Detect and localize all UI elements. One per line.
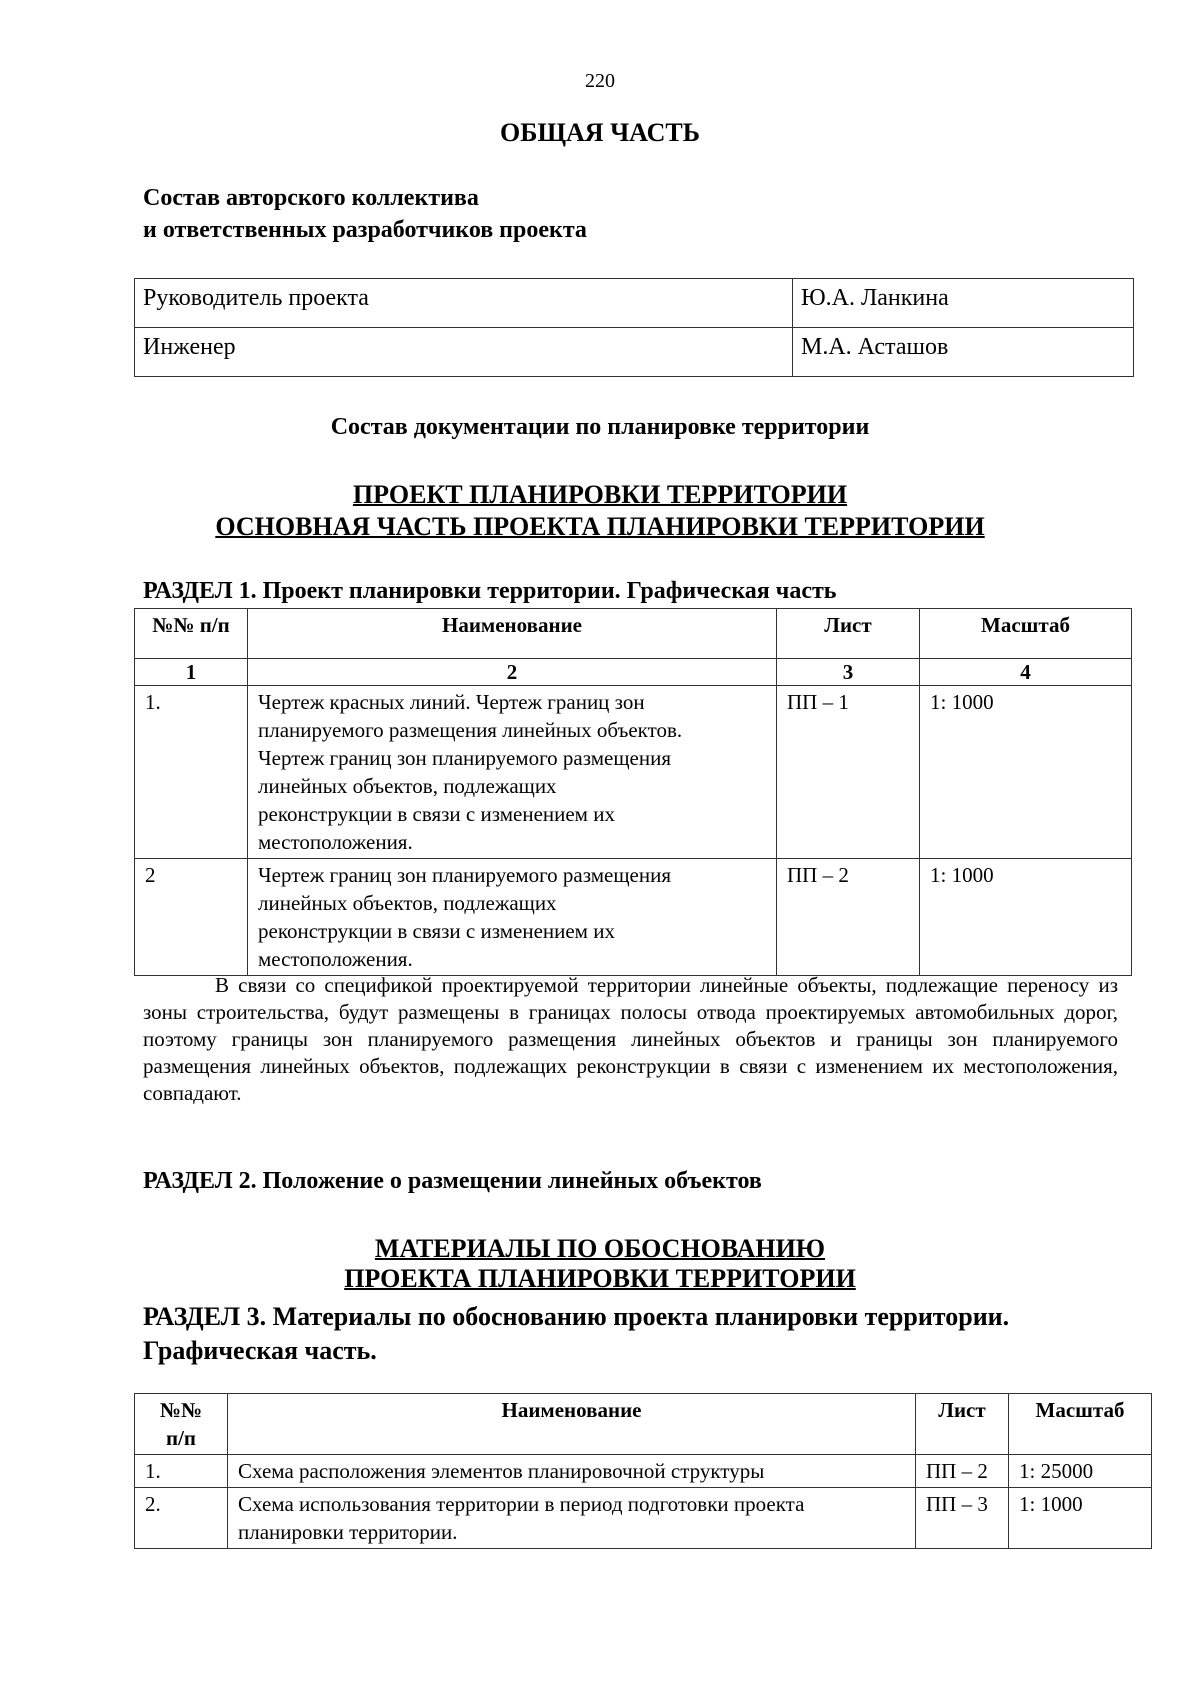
row-name-line: планировки территории. — [238, 1520, 458, 1544]
row-name-line: Схема расположения элементов планировочной структуры — [238, 1459, 765, 1483]
section2-title: РАЗДЕЛ 2. Положение о размещении линейных объектов — [143, 1168, 762, 1194]
project-heading-line1: ПРОЕКТ ПЛАНИРОВКИ ТЕРРИТОРИИ — [352, 480, 848, 509]
row-name-line: планируемого размещения линейных объектов. — [258, 718, 683, 742]
row-name — [248, 686, 777, 859]
table-header-row — [135, 1394, 1152, 1455]
col-header-sheet: Лист — [916, 1394, 1009, 1455]
column-number: 2 — [248, 659, 777, 686]
row-name-line: Чертеж границ зон планируемого размещения — [258, 746, 671, 770]
col-header-scale: Масштаб — [920, 609, 1132, 659]
row-name-line: местоположения. — [258, 947, 413, 971]
team-member-name: М.А. Асташов — [793, 328, 1134, 377]
col-header-name: Наименование — [248, 609, 777, 659]
col-header-sheet: Лист — [777, 609, 920, 659]
column-number: 1 — [135, 659, 248, 686]
team-table — [134, 278, 1134, 377]
col-header-num — [135, 1394, 228, 1455]
row-name — [248, 859, 777, 976]
row-sheet: ПП – 1 — [777, 686, 920, 859]
project-heading-line2: ОСНОВНАЯ ЧАСТЬ ПРОЕКТА ПЛАНИРОВКИ ТЕРРИТОРИИ — [215, 512, 985, 541]
explanatory-paragraph: В связи со спецификой проектируемой территории линейные объекты, подлежащие переносу из зоны строительства, будут размещены в границах полосы отвода проектируемых автомобильных дорог, поэтому границы зон планируемого размещения линейных объектов и границы зон планируемого размещения линейных объектов, подлежащих реконструкции в связи с изменением их местоположения, совпадают. — [143, 973, 1118, 1105]
page-number: 220 — [585, 70, 615, 92]
team-row — [135, 279, 1134, 328]
table-row — [135, 686, 1132, 859]
column-number: 4 — [920, 659, 1132, 686]
col-header-num-line: п/п — [165, 1426, 197, 1450]
row-name-line: Схема использования территории в период подготовки проекта — [238, 1492, 805, 1516]
row-name-line: линейных объектов, подлежащих — [258, 774, 557, 798]
team-heading-line2: и ответственных разработчиков проекта — [143, 217, 587, 243]
team-role: Инженер — [135, 328, 793, 377]
table-row — [135, 1455, 1152, 1488]
section3-title — [143, 1300, 1009, 1368]
col-header-num-line: №№ — [159, 1398, 203, 1422]
row-sheet: ПП – 2 — [916, 1455, 1009, 1488]
row-name-line: Чертеж красных линий. Чертеж границ зон — [258, 690, 645, 714]
team-row — [135, 328, 1134, 377]
materials-heading-line1: МАТЕРИАЛЫ ПО ОБОСНОВАНИЮ — [374, 1234, 826, 1263]
row-num: 1. — [135, 686, 248, 859]
section3-title-line2: Графическая часть. — [143, 1336, 377, 1365]
column-number-row — [135, 659, 1132, 686]
col-header-num: №№ п/п — [135, 609, 248, 659]
column-number: 3 — [777, 659, 920, 686]
section3-table — [134, 1393, 1152, 1549]
team-member-name: Ю.А. Ланкина — [793, 279, 1134, 328]
materials-heading-line2: ПРОЕКТА ПЛАНИРОВКИ ТЕРРИТОРИИ — [344, 1264, 856, 1293]
section1-title: РАЗДЕЛ 1. Проект планировки территории. Графическая часть — [143, 578, 837, 604]
row-name — [228, 1488, 916, 1549]
row-name-line: местоположения. — [258, 830, 413, 854]
row-scale: 1: 1000 — [920, 686, 1132, 859]
table-row — [135, 859, 1132, 976]
general-title: ОБЩАЯ ЧАСТЬ — [500, 118, 700, 147]
row-name — [228, 1455, 916, 1488]
row-num: 2. — [135, 1488, 228, 1549]
row-scale: 1: 1000 — [920, 859, 1132, 976]
row-sheet: ПП – 3 — [916, 1488, 1009, 1549]
row-num: 1. — [135, 1455, 228, 1488]
table-header-row — [135, 609, 1132, 659]
row-name-line: линейных объектов, подлежащих — [258, 891, 557, 915]
section3-title-line1: РАЗДЕЛ 3. Материалы по обоснованию проекта планировки территории. — [143, 1302, 1010, 1331]
docs-heading: Состав документации по планировке территории — [330, 414, 870, 440]
row-name-line: Чертеж границ зон планируемого размещения — [258, 863, 671, 887]
row-scale: 1: 25000 — [1009, 1455, 1152, 1488]
section1-table — [134, 608, 1132, 976]
team-role: Руководитель проекта — [135, 279, 793, 328]
col-header-scale: Масштаб — [1009, 1394, 1152, 1455]
row-name-line: реконструкции в связи с изменением их — [258, 802, 615, 826]
table-row — [135, 1488, 1152, 1549]
row-sheet: ПП – 2 — [777, 859, 920, 976]
row-num: 2 — [135, 859, 248, 976]
row-scale: 1: 1000 — [1009, 1488, 1152, 1549]
col-header-name: Наименование — [228, 1394, 916, 1455]
row-name-line: реконструкции в связи с изменением их — [258, 919, 615, 943]
team-heading-line1: Состав авторского коллектива — [143, 185, 479, 211]
